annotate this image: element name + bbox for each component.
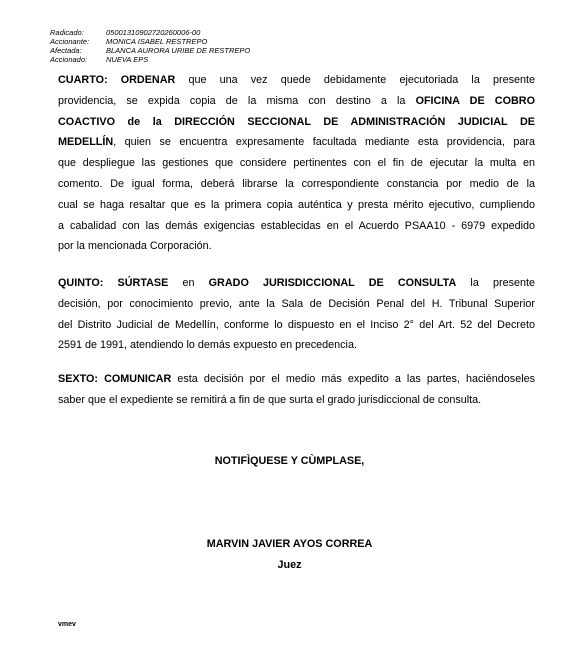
text-line: 2591 de 1991, atendiendo lo demás expuesto en precedencia. xyxy=(58,339,357,352)
text-line: comento. De igual forma, deberá librarse la correspondiente constancia por medio de la xyxy=(58,177,535,190)
header-value: NUEVA EPS xyxy=(106,55,149,64)
header-row-accionante xyxy=(50,37,250,46)
text-line: decisión, por conocimiento previo, ante la Sala de Decisión Penal del H. Tribunal Superior xyxy=(58,297,535,310)
body-text: , quien se encuentra expresamente facultada mediante esta providencia, para xyxy=(113,136,535,149)
body-text: la presente xyxy=(456,277,535,289)
body-text: en xyxy=(168,277,209,289)
paragraph-quinto xyxy=(58,273,535,356)
header-label: Accionado: xyxy=(50,55,88,64)
paragraph-cuarto xyxy=(58,70,535,257)
bold-text: COACTIVO de la DIRECCIÓN SECCIONAL DE ADMINISTRACIÓN JUDICIAL DE xyxy=(58,115,535,128)
judge-title: Juez xyxy=(277,559,302,571)
body-text: que una vez quede debidamente ejecutoriada la presente xyxy=(175,74,535,86)
text-line: que despliegue las gestiones que considere pertinentes con el fin de ejecutar la multa en xyxy=(58,157,535,170)
header-label: Afectada: xyxy=(50,46,82,55)
order-heading: QUINTO: SÚRTASE xyxy=(58,277,169,289)
case-header xyxy=(50,28,250,64)
text-line xyxy=(58,91,535,112)
header-value: 05001310902720260006-00 xyxy=(106,28,201,37)
text-line xyxy=(58,132,535,153)
closing-formula: NOTIFÌQUESE Y CÙMPLASE, xyxy=(214,455,365,467)
judge-name: MARVIN JAVIER AYOS CORREA xyxy=(206,538,373,550)
bold-text: OFICINA DE COBRO xyxy=(415,94,535,107)
bold-text: GRADO JURISDICCIONAL DE CONSULTA xyxy=(208,277,457,289)
header-label: Accionante: xyxy=(50,37,90,46)
header-value: BLANCA AURORA URIBE DE RESTREPO xyxy=(106,46,251,55)
text-line xyxy=(58,112,535,133)
text-line xyxy=(58,273,535,294)
header-row-afectada xyxy=(50,46,250,55)
header-row-radicado xyxy=(50,28,250,37)
header-value: MONICA ISABEL RESTREPO xyxy=(106,37,208,46)
header-label: Radicado: xyxy=(50,28,84,37)
body-text: providencia, se expida copia de la misma con destino a la xyxy=(58,94,416,107)
header-row-accionado xyxy=(50,55,250,64)
order-heading: SEXTO: COMUNICAR xyxy=(58,373,172,385)
footer-initials: vmev xyxy=(58,621,76,628)
text-line: cual se haga resaltar que es la primera copia auténtica y presta mérito ejecutivo, cumpliendo xyxy=(58,198,535,211)
text-line: a cabalidad con las demás exigencias establecidas en el Acuerdo PSAA10 - 6979 expedido xyxy=(58,219,535,232)
paragraph-sexto xyxy=(58,369,535,411)
order-heading: CUARTO: ORDENAR xyxy=(58,74,176,86)
body-text: esta decisión por el medio más expedito a las partes, haciéndoseles xyxy=(171,373,535,385)
text-line xyxy=(58,70,535,91)
text-line: por la mencionada Corporación. xyxy=(58,240,212,253)
text-line: del Distrito Judicial de Medellín, conforme lo dispuesto en el Inciso 2° del Art. 52 del Decreto xyxy=(58,318,535,331)
text-line xyxy=(58,369,535,390)
bold-text: MEDELLÍN xyxy=(58,136,114,149)
text-line: saber que el expediente se remitirá a fin de que surta el grado jurisdiccional de consulta. xyxy=(58,393,482,406)
